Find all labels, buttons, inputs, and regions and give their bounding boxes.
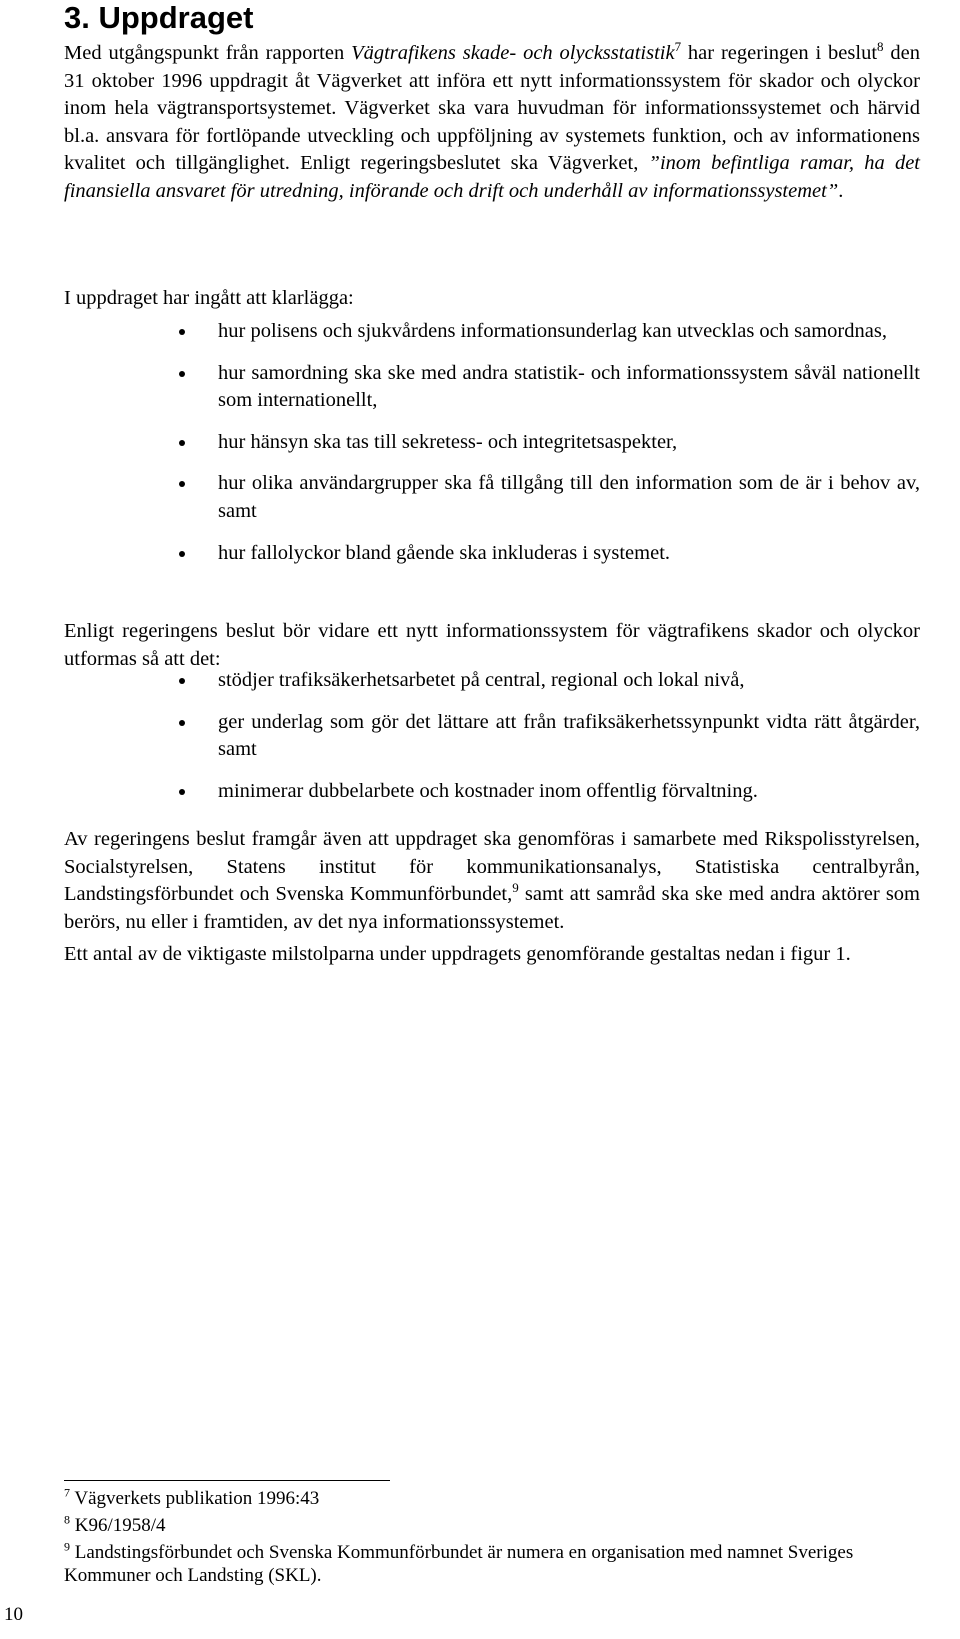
bullet-icon (179, 678, 185, 684)
quote-italic: ”inom befintliga ramar, ha det finansiella ansvaret för utredning, införande och drift och underhåll av informationssystemet” (64, 152, 920, 202)
footnote-ref-9[interactable]: 9 (512, 880, 519, 896)
bullet-icon (179, 789, 185, 795)
footnote-8 (64, 1514, 920, 1537)
list-item-text: hur fallolyckor bland gående ska inkluderas i systemet. (218, 541, 671, 564)
bullet-icon (179, 551, 185, 557)
collab-text-2: samt att samråd ska ske med andra aktörer som berörs, nu eller i framtiden, av det nya informationssystemet. (64, 883, 920, 933)
footnotes (64, 1487, 920, 1591)
list-item-text: hur olika användargrupper ska få tillgång till den information som de är i behov av, samt (218, 472, 920, 522)
requirements-list (64, 667, 920, 805)
list-item (64, 540, 920, 568)
list-item-text: hur hänsyn ska tas till sekretess- och integritetsaspekter, (218, 430, 678, 453)
list-item (64, 360, 920, 415)
footnote-number: 8 (64, 1512, 70, 1527)
paragraph-milestones: Ett antal av de viktigaste milstolparna under uppdragets genomförande gestaltas nedan i figur 1. (64, 943, 851, 965)
footnote-ref-8[interactable]: 8 (877, 39, 884, 55)
list-item (64, 470, 920, 525)
paragraph-task-lead: I uppdraget har ingått att klarlägga: (64, 287, 354, 309)
list-item (64, 318, 920, 346)
list-item (64, 778, 920, 806)
intro-text-4: . (838, 179, 844, 202)
bullet-icon (179, 720, 185, 726)
task-list (64, 318, 920, 567)
footnote-number: 7 (64, 1485, 70, 1500)
report-title: Vägtrafikens skade- och olycksstatistik (351, 42, 675, 64)
list-item (64, 667, 920, 695)
intro-text-2: har regeringen i beslut (681, 42, 878, 64)
bullet-icon (179, 481, 185, 487)
footnote-ref-7[interactable]: 7 (674, 39, 682, 55)
footnote-divider (64, 1480, 390, 1481)
list-item-text: stödjer trafiksäkerhetsarbetet på central, regional och lokal nivå, (218, 669, 745, 691)
intro-text-1: Med utgångspunkt från rapporten (64, 42, 352, 64)
list-item (64, 709, 920, 764)
list-item-text: ger underlag som gör det lättare att från trafiksäkerhetssynpunkt vidta rätt åtgärder, samt (218, 710, 920, 761)
footnote-text: K96/1958/4 (70, 1515, 166, 1536)
footnote-text: Vägverkets publikation 1996:43 (70, 1488, 320, 1509)
footnote-9 (64, 1541, 920, 1587)
bullet-icon (179, 329, 185, 335)
paragraph-collaboration (64, 826, 920, 936)
bullet-icon (179, 440, 185, 446)
footnote-text: Landstingsförbundet och Svenska Kommunförbundet är numera en organisation med namnet Sveriges Kommuner och Landsting (SKL). (64, 1542, 854, 1586)
bullet-icon (179, 371, 185, 377)
section-heading: 3. Uppdraget (64, 0, 254, 35)
footnote-number: 9 (64, 1539, 70, 1554)
list-item (64, 429, 920, 457)
list-item-text: hur polisens och sjukvårdens informationsunderlag kan utvecklas och samordnas, (218, 320, 887, 342)
paragraph-intro (64, 40, 920, 206)
list-item-text: hur samordning ska ske med andra statistik- och informationssystem såväl nationellt som internationellt, (218, 361, 920, 412)
collab-text-1: Av regeringens beslut framgår även att uppdraget ska genomföras i samarbete med Rikspolisstyrelsen, Socialstyrelsen, Statens institut för kommunikationsanalys, Statistiska centralbyrån, Landstingsförbundet och Svenska Kommunförbundet, (64, 828, 920, 906)
list-item-text: minimerar dubbelarbete och kostnader inom offentlig förvaltning. (218, 779, 758, 802)
paragraph-requirements-lead: Enligt regeringens beslut bör vidare ett nytt informationssystem för vägtrafikens skador och olyckor utformas så att det: (64, 620, 920, 670)
intro-text-3: den 31 oktober 1996 uppdragit åt Vägverket att införa ett nytt informationssystem för skador och olyckor inom hela vägtransportsystemet. Vägverket ska vara huvudman för informationssystemet och härvid bl.a. ansvara för fortlöpande utveckling och uppföljning av systemets funktion, och av informationens kvalitet och tillgänglighet. Enligt regeringsbeslutet ska Vägverket, (64, 42, 921, 175)
page-number: 10 (4, 1604, 23, 1625)
footnote-7 (64, 1487, 920, 1510)
